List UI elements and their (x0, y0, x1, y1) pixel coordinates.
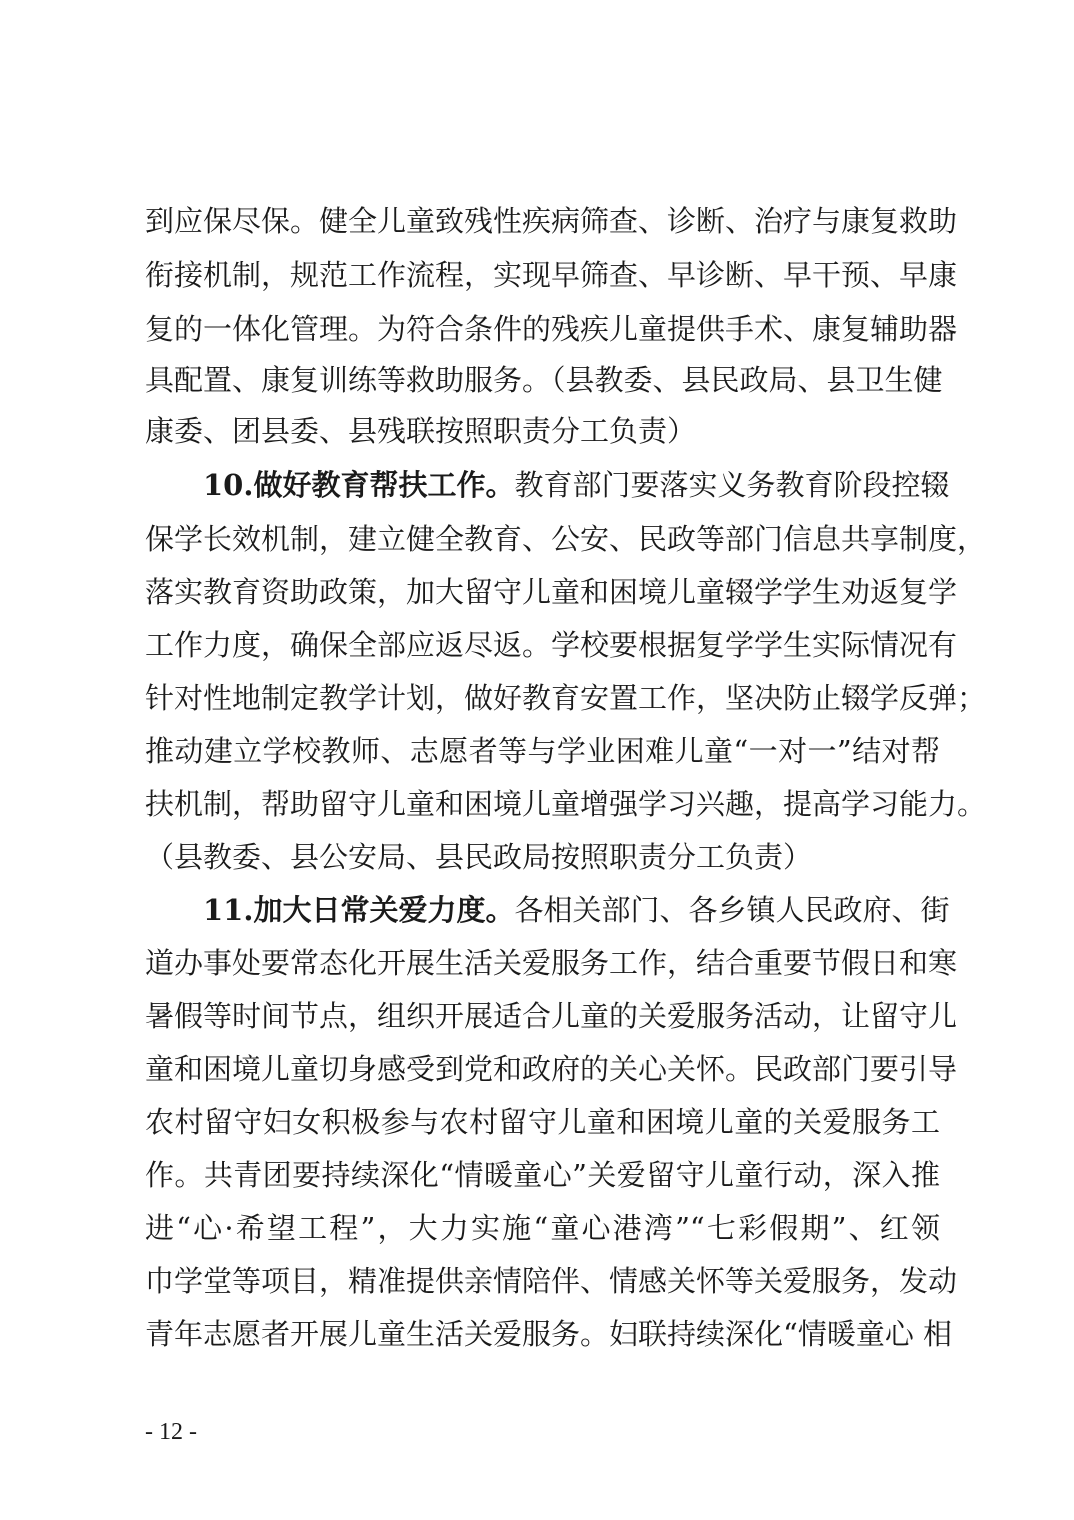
paragraph-line: 落实教育资助政策，加大留守儿童和困境儿童辍学学生劝返复学 (145, 575, 958, 609)
section-10-first-line (203, 460, 950, 510)
paragraph-line: 进“心·希望工程”，大力实施“童心港湾”“七彩假期”、红领 (145, 1211, 940, 1245)
paragraph-line: 巾学堂等项目，精准提供亲情陪伴、情感关怀等关爱服务，发动 (145, 1264, 958, 1298)
section-11-first-line (203, 885, 950, 935)
section-11-text: 各相关部门、各乡镇人民政府、街 (514, 893, 950, 927)
paragraph-line: 复的一体化管理。为符合条件的残疾儿童提供手术、康复辅助器 (145, 312, 958, 346)
paragraph-line: 康委、团县委、县残联按照职责分工负责） (145, 414, 697, 448)
paragraph-line: 作。共青团要持续深化“情暖童心”关爱留守儿童行动，深入推 (145, 1158, 940, 1192)
paragraph-line: 工作力度，确保全部应返尽返。学校要根据复学学生实际情况有 (145, 628, 958, 662)
paragraph-line: 道办事处要常态化开展生活关爱服务工作，结合重要节假日和寒 (145, 946, 958, 980)
paragraph-line: （县教委、县公安局、县民政局按照职责分工负责） (145, 840, 813, 874)
paragraph-line: 具配置、康复训练等救助服务。（县教委、县民政局、县卫生健 (145, 363, 943, 397)
paragraph-line: 暑假等时间节点，组织开展适合儿童的关爱服务活动，让留守儿 (145, 999, 958, 1033)
section-11-heading: 11.加大日常关爱力度。 (203, 893, 515, 927)
section-10-heading: 10.做好教育帮扶工作。 (203, 468, 515, 502)
paragraph-line: 农村留守妇女积极参与农村留守儿童和困境儿童的关爱服务工 (145, 1105, 940, 1139)
section-10-text: 教育部门要落实义务教育阶段控辍 (514, 468, 950, 502)
paragraph-line: 推动建立学校教师、志愿者等与学业困难儿童“一对一”结对帮 (145, 734, 940, 768)
paragraph-line: 衔接机制，规范工作流程，实现早筛查、早诊断、早干预、早康 (145, 258, 958, 292)
page-number: - 12 - (145, 1419, 197, 1445)
paragraph-line: 到应保尽保。健全儿童致残性疾病筛查、诊断、治疗与康复救助 (145, 204, 958, 238)
paragraph-line: 针对性地制定教学计划，做好教育安置工作，坚决防止辍学反弹； (145, 681, 987, 715)
paragraph-line: 青年志愿者开展儿童生活关爱服务。妇联持续深化“情暖童心 相 (145, 1317, 953, 1351)
paragraph-line: 扶机制，帮助留守儿童和困境儿童增强学习兴趣，提高学习能力。 (145, 787, 987, 821)
paragraph-line: 童和困境儿童切身感受到党和政府的关心关怀。民政部门要引导 (145, 1052, 958, 1086)
paragraph-line: 保学长效机制，建立健全教育、公安、民政等部门信息共享制度， (145, 522, 987, 556)
